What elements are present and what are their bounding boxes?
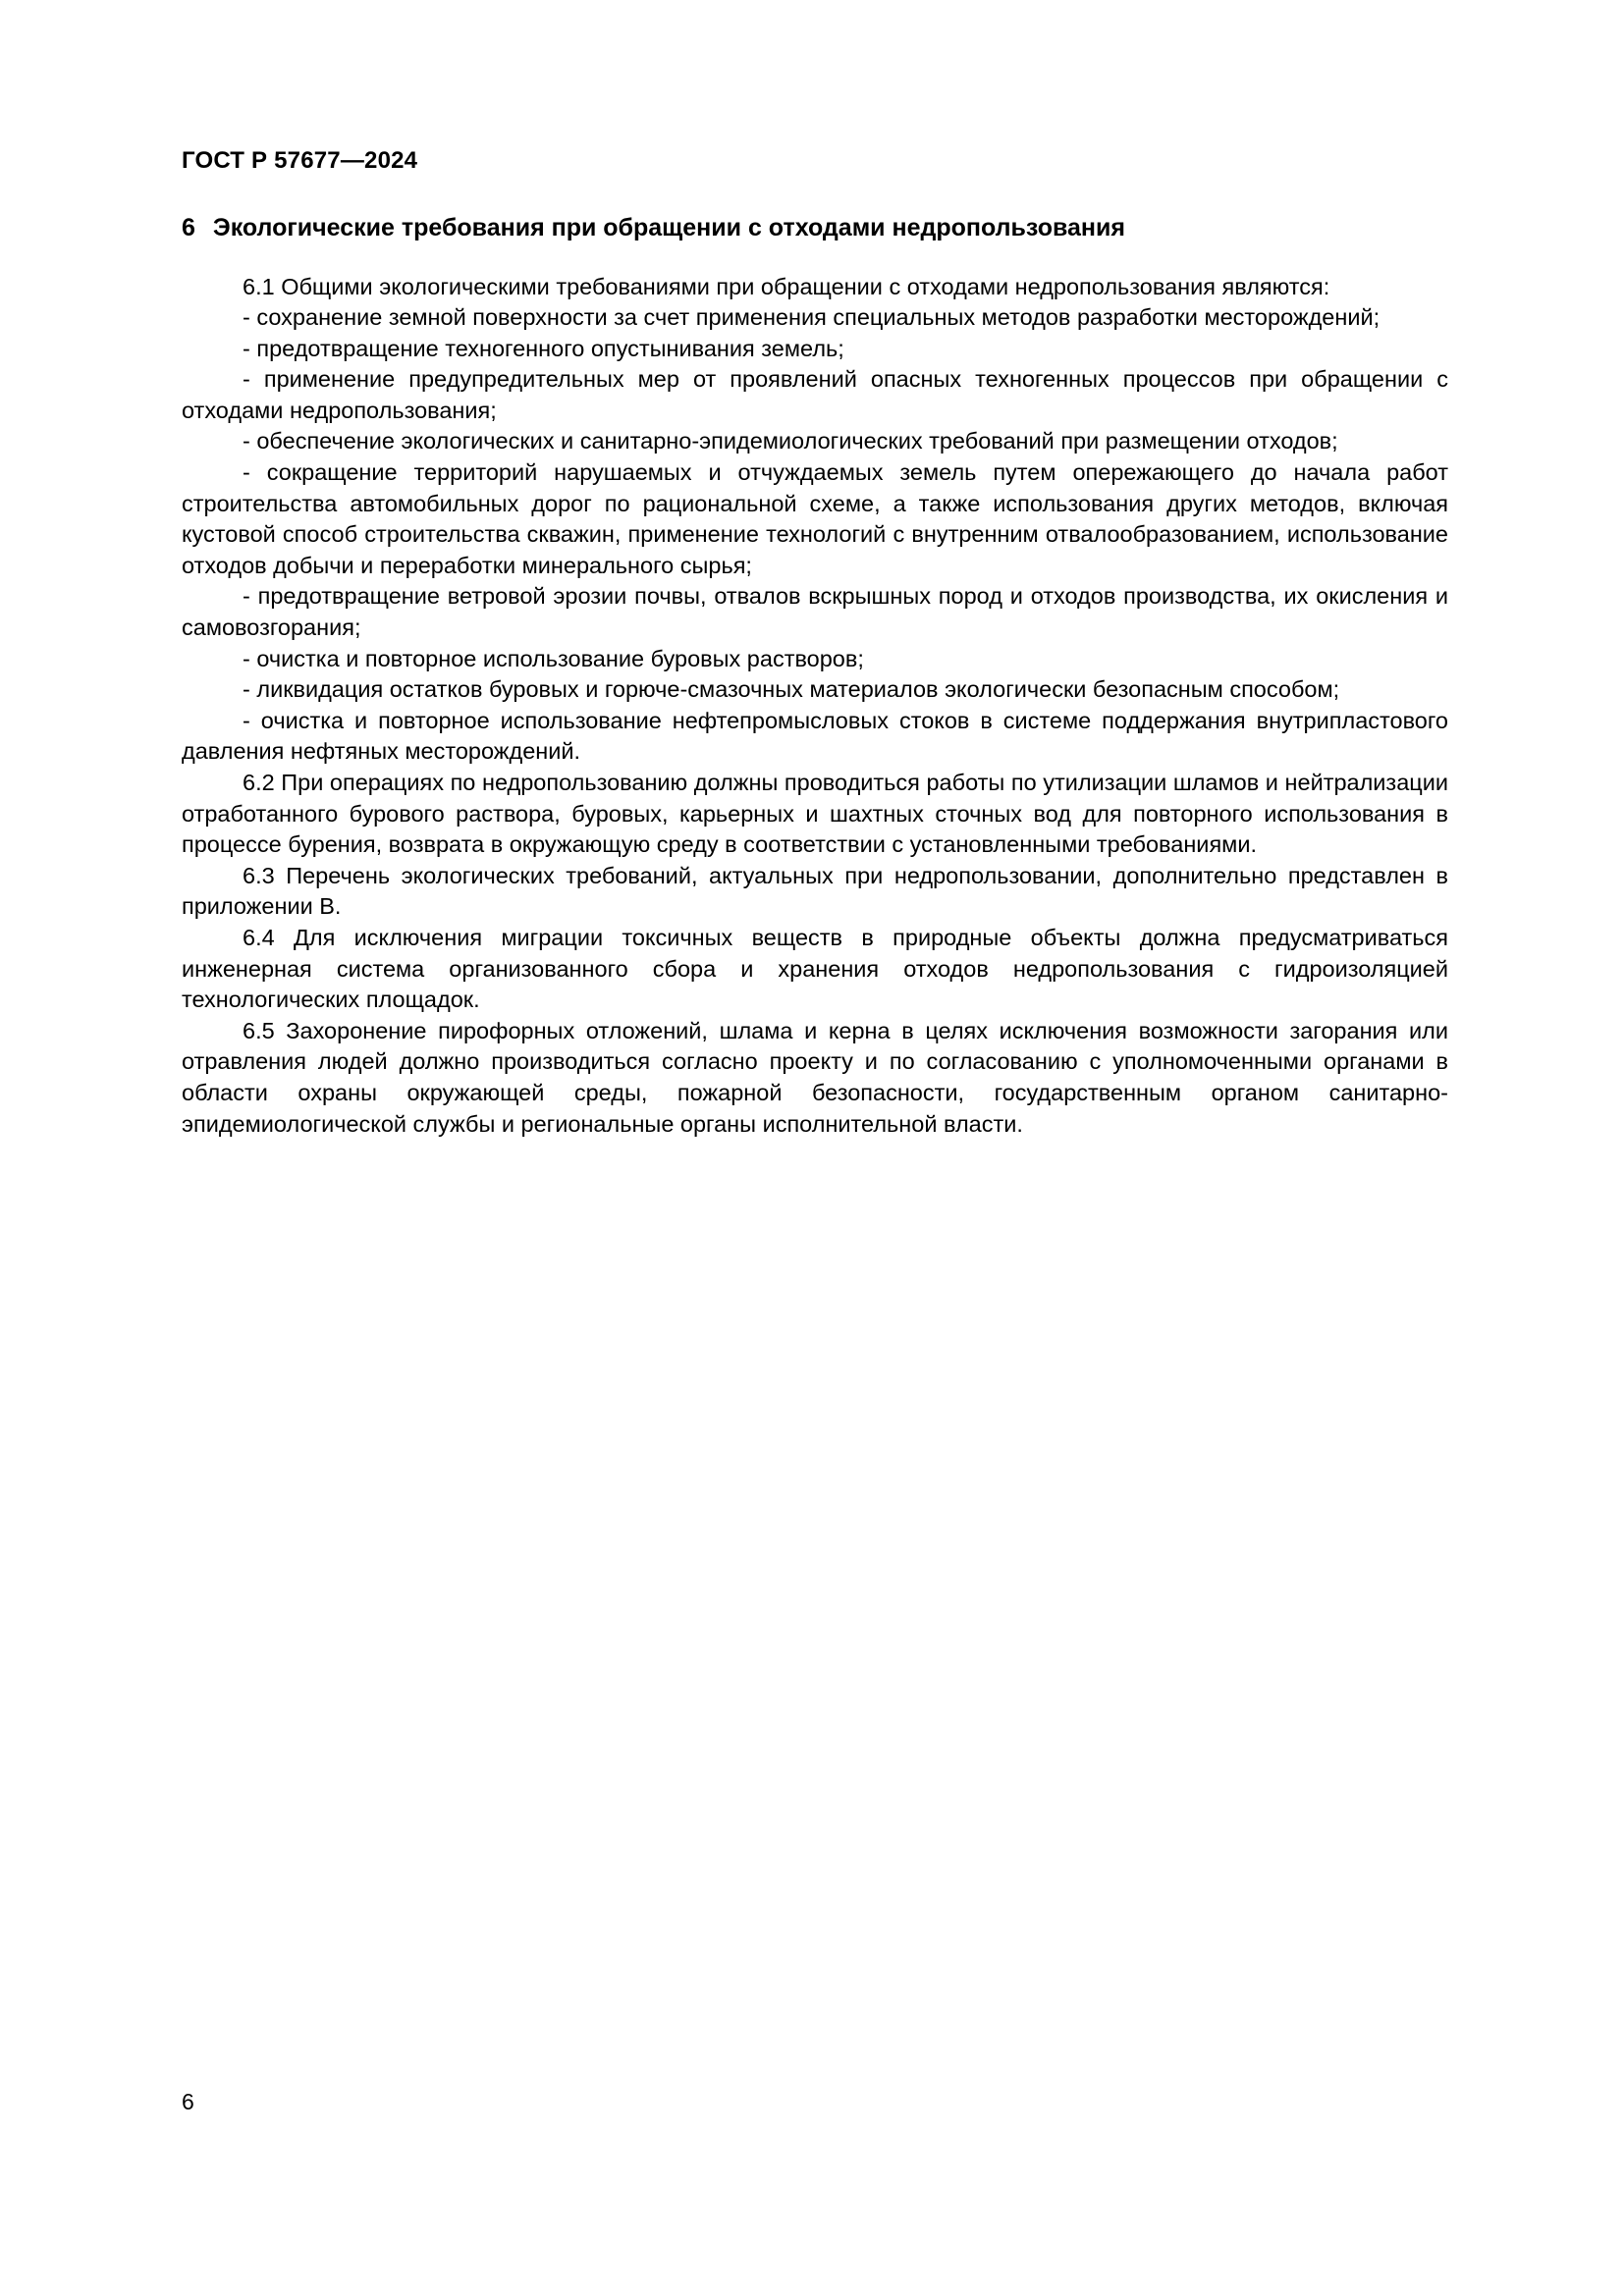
paragraph-6-3: 6.3 Перечень экологических требований, актуальных при недропользовании, дополнительно представлен в приложении В.	[182, 862, 1448, 920]
section-number: 6	[182, 214, 195, 241]
list-item: - очистка и повторное использование нефтепромысловых стоков в системе поддержания внутрипластового давления нефтяных месторождений.	[182, 707, 1448, 765]
paragraph-6-4: 6.4 Для исключения миграции токсичных веществ в природные объекты должна предусматриваться инженерная система организованного сбора и хранения отходов недропользования с гидроизоляцией технологических площадок.	[182, 924, 1448, 1013]
list-item: - очистка и повторное использование буровых растворов;	[243, 645, 864, 671]
paragraph-6-1: 6.1 Общими экологическими требованиями при обращении с отходами недропользования являются:	[243, 273, 1330, 299]
paragraph-6-5: 6.5 Захоронение пирофорных отложений, шлама и керна в целях исключения возможности загорания или отравления людей должно производиться согласно проекту и по согласованию с уполномоченными органами в области охраны окружающей среды, пожарной безопасности, государственным органом санитарно-эпидемиологической службы и региональные органы исполнительной власти.	[182, 1017, 1448, 1137]
list-item: - сохранение земной поверхности за счет применения специальных методов разработки месторождений;	[243, 304, 1380, 331]
list-item: - применение предупредительных мер от проявлений опасных техногенных процессов при обращении с отходами недропользования;	[182, 366, 1448, 423]
paragraph-6-2: 6.2 При операциях по недропользованию должны проводиться работы по утилизации шламов и нейтрализации отработанного бурового раствора, буровых, карьерных и шахтных сточных вод для повторного использования в процессе бурения, возврата в окружающую среду в соответствии с установленными требованиями.	[182, 770, 1448, 858]
section-heading	[182, 211, 1448, 246]
page-number: 6	[182, 2089, 194, 2114]
list-item: - предотвращение ветровой эрозии почвы, отвалов вскрышных пород и отходов производства, их окисления и самовозгорания;	[182, 583, 1448, 641]
page-content	[182, 211, 1448, 1140]
list-item: - ликвидация остатков буровых и горюче-смазочных материалов экологически безопасным способом;	[243, 676, 1340, 703]
list-item: - предотвращение техногенного опустынивания земель;	[243, 335, 844, 361]
list-item: - сокращение территорий нарушаемых и отчуждаемых земель путем опережающего до начала работ строительства автомобильных дорог по рациональной схеме, а также использования других методов, включая кустовой способ строительства скважин, применение технологий с внутренним отвалообразованием, использование отходов добычи и переработки минерального сырья;	[182, 459, 1448, 578]
page-header: ГОСТ Р 57677—2024	[182, 147, 418, 174]
list-item: - обеспечение экологических и санитарно-эпидемиологических требований при размещении отходов;	[243, 428, 1338, 454]
section-title-text: Экологические требования при обращении с отходами недропользования	[212, 214, 1125, 241]
